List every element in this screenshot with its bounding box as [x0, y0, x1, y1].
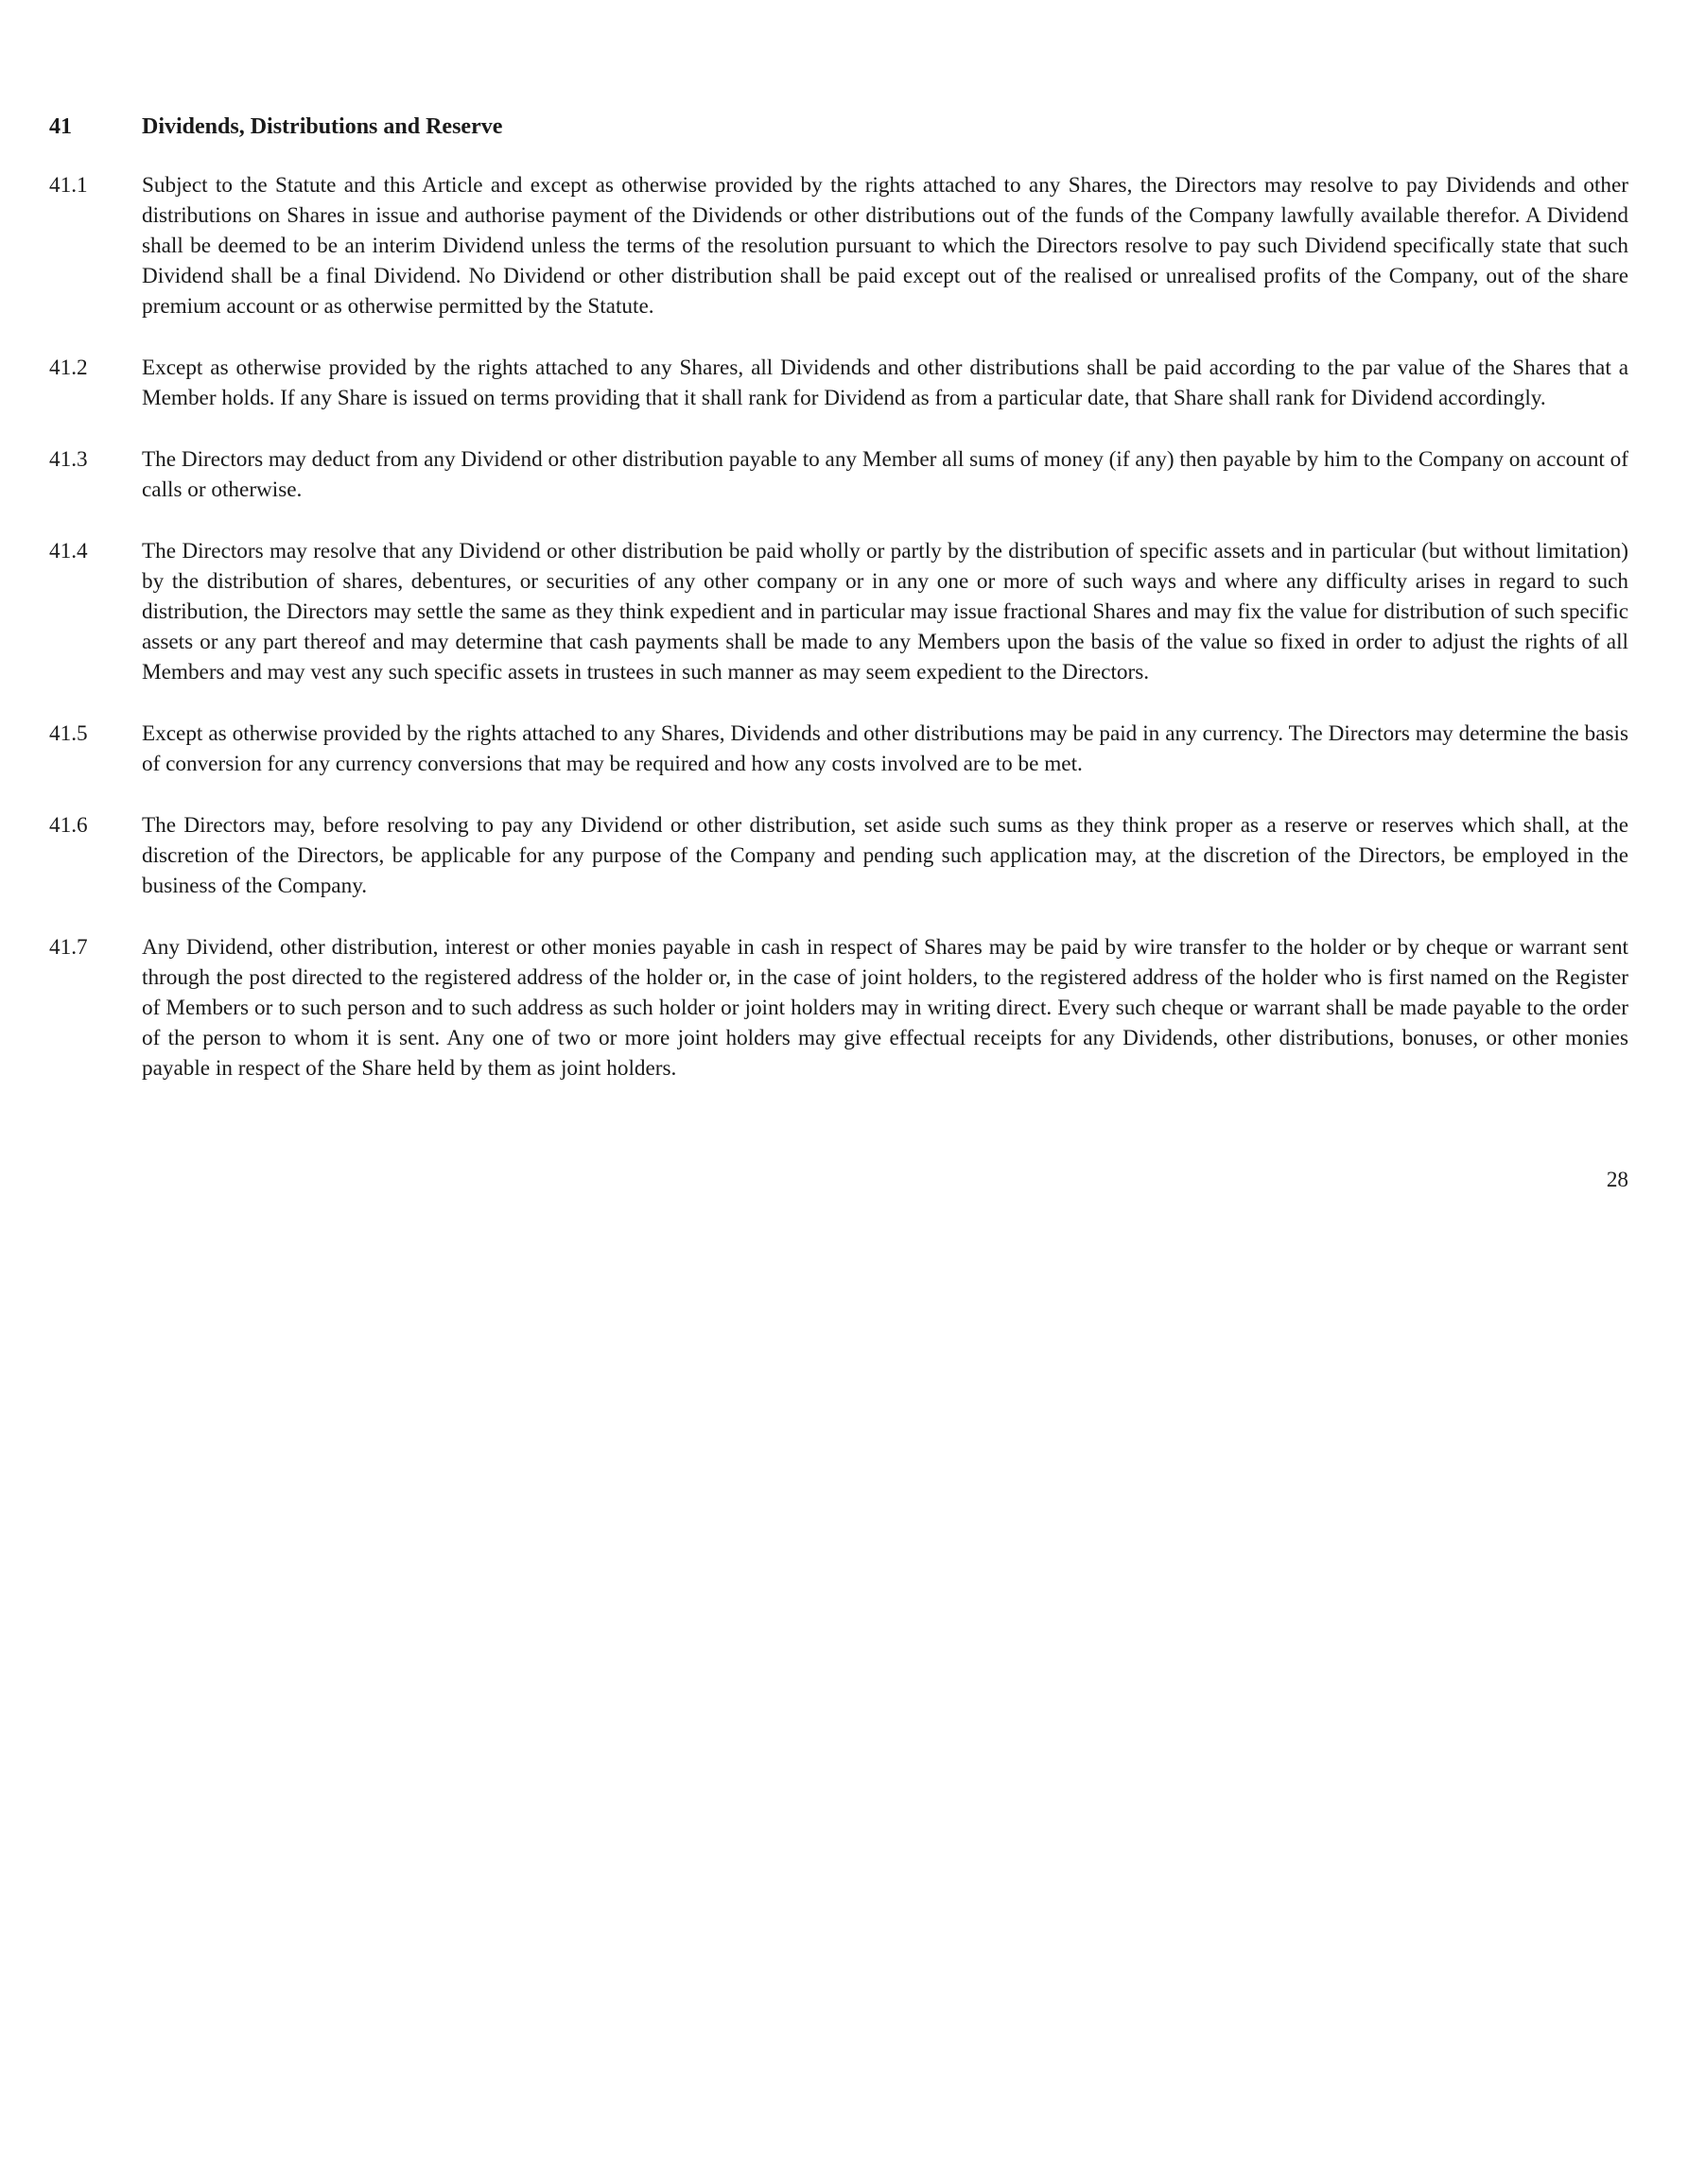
section-title: Dividends, Distributions and Reserve — [142, 114, 503, 139]
clause-number: 41.7 — [49, 935, 88, 960]
clause-41-1 — [49, 170, 1628, 321]
clause-41-2 — [49, 353, 1628, 413]
clause-number: 41.3 — [49, 447, 88, 472]
clause-number: 41.1 — [49, 173, 88, 198]
clause-text: Except as otherwise provided by the rights attached to any Shares, all Dividends and other distributions shall be paid according to the par value of the Shares that a Member holds. If any Share is issued on terms providing that it shall rank for Dividend as from a particular date, that Share shall rank for Dividend accordingly. — [142, 355, 1628, 410]
clause-number: 41.4 — [49, 539, 88, 563]
clause-41-3 — [49, 444, 1628, 505]
clause-number: 41.2 — [49, 355, 88, 380]
clause-41-7 — [49, 932, 1628, 1083]
clause-text: The Directors may resolve that any Dividend or other distribution be paid wholly or partly by the distribution of specific assets and in particular (but without limitation) by the distribution of shares, debentures, or securities of any other company or in any one or more of such ways and where any difficulty arises in regard to such distribution, the Directors may settle the same as they think expedient and in particular may issue fractional Shares and may fix the value for distribution of such specific assets or any part thereof and may determine that cash payments shall be made to any Members upon the basis of the value so fixed in order to adjust the rights of all Members and may vest any such specific assets in trustees in such manner as may seem expedient to the Directors. — [142, 539, 1628, 685]
page-number: 28 — [1606, 1168, 1628, 1192]
clause-number: 41.5 — [49, 721, 88, 746]
clause-number: 41.6 — [49, 813, 88, 838]
clause-41-4 — [49, 536, 1628, 687]
clause-41-5 — [49, 719, 1628, 779]
document-page — [49, 112, 1628, 1115]
clause-text: Except as otherwise provided by the rights attached to any Shares, Dividends and other distributions may be paid in any currency. The Directors may determine the basis of conversion for any currency conversions that may be required and how any costs involved are to be met. — [142, 721, 1628, 776]
clause-text: Any Dividend, other distribution, interest or other monies payable in cash in respect of Shares may be paid by wire transfer to the holder or by cheque or warrant sent through the post directed to the registered address of the holder or, in the case of joint holders, to the registered address of the holder who is first named on the Register of Members or to such person and to such address as such holder or joint holders may in writing direct. Every such cheque or warrant shall be made payable to the order of the person to whom it is sent. Any one of two or more joint holders may give effectual receipts for any Dividends, other distributions, bonuses, or other monies payable in respect of the Share held by them as joint holders. — [142, 935, 1628, 1081]
clause-text: The Directors may, before resolving to pay any Dividend or other distribution, set aside such sums as they think proper as a reserve or reserves which shall, at the discretion of the Directors, be applicable for any purpose of the Company and pending such application may, at the discretion of the Directors, be employed in the business of the Company. — [142, 813, 1628, 898]
clause-41-6 — [49, 810, 1628, 901]
section-number: 41 — [49, 114, 72, 139]
clause-text: Subject to the Statute and this Article and except as otherwise provided by the rights attached to any Shares, the Directors may resolve to pay Dividends and other distributions on Shares in issue and authorise payment of the Dividends or other distributions out of the funds of the Company lawfully available therefor. A Dividend shall be deemed to be an interim Dividend unless the terms of the resolution pursuant to which the Directors resolve to pay such Dividend specifically state that such Dividend shall be a final Dividend. No Dividend or other distribution shall be paid except out of the realised or unrealised profits of the Company, out of the share premium account or as otherwise permitted by the Statute. — [142, 173, 1628, 319]
clause-text: The Directors may deduct from any Dividend or other distribution payable to any Member all sums of money (if any) then payable by him to the Company on account of calls or otherwise. — [142, 447, 1628, 502]
section-heading — [49, 112, 1628, 142]
